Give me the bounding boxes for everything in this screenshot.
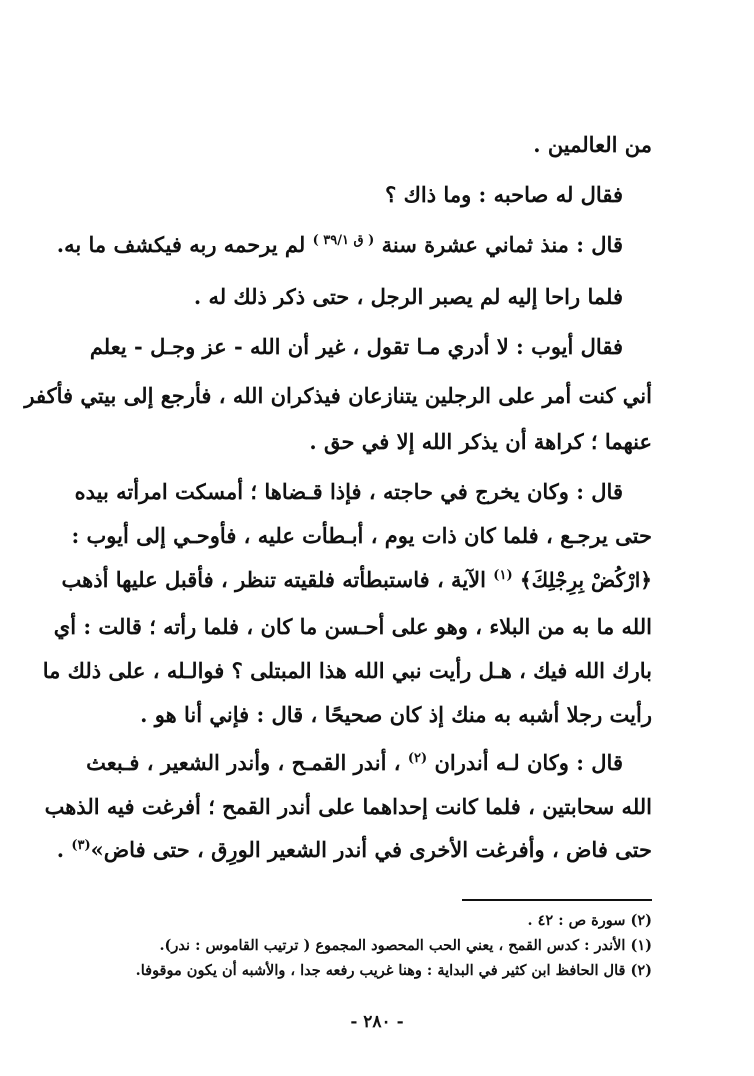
line-text: رأيت رجلا أشبه به منك إذ كان صحيحًا ، قال : فإني أنا هو . [140, 702, 652, 727]
footnote-divider [462, 899, 652, 901]
line-text: حتى فاض ، وأفرغت الأخرى في أندر الشعير الورِق ، حتى فاض» [90, 837, 652, 862]
page-number: - ٢٨٠ - [350, 1012, 404, 1032]
text-line-13 [140, 700, 652, 730]
line-text: الآية ، فاستبطأته فلقيته تنظر ، فأقبل عليها أذهب [61, 567, 486, 592]
line-text: لم يرحمه ربه فيكشف ما به. [56, 232, 306, 257]
footnote-ref-3: (٣) [71, 838, 91, 853]
footnote-1: (٢) سورة ص : ٤٢ . [527, 912, 652, 929]
line-text: الله ما به من البلاء ، وهو على أحـسن ما كان ، فلما رأته ؛ قالت : أي [53, 614, 652, 639]
line-text: قال : وكان لـه أندران [434, 750, 623, 775]
line-text: أني كنت أمر على الرجلين يتنازعان فيذكران الله ، فأرجع إلى بيتي فأكفر [24, 383, 652, 408]
text-line-5 [89, 332, 623, 362]
text-line-12 [42, 656, 652, 686]
text-line-16 [57, 835, 652, 865]
text-line-7 [309, 427, 652, 457]
line-text: فقال أيوب : لا أدري مـا تقول ، غير أن الله - عز وجـل - يعلم [89, 334, 623, 359]
footnote-ref-1: (١) [493, 568, 513, 583]
quran-verse: ﴿ارْكُضْ بِرِجْلِكَ﴾ [519, 568, 652, 592]
text-line-2 [385, 180, 623, 210]
text-line-14 [86, 748, 623, 778]
line-text: عنهما ؛ كراهة أن يذكر الله إلا في حق . [309, 429, 652, 454]
footnote-ref-2: (٢) [407, 751, 428, 766]
line-text: قال : وكان يخرج في حاجته ، فإذا قـضاها ؛ أمسكت امرأته بيده [74, 479, 623, 504]
text-line-8 [74, 477, 623, 507]
text-line-10 [61, 565, 652, 595]
manuscript-folio-ref: ( ق ٣٩/١ ) [312, 233, 375, 248]
text-line-4 [194, 282, 623, 312]
text-line-1 [533, 130, 652, 160]
line-text: فلما راحا إليه لم يصبر الرجل ، حتى ذكر ذلك له . [193, 284, 623, 309]
line-text: قال : منذ ثماني عشرة سنة [381, 232, 623, 257]
line-text: . [56, 837, 65, 862]
line-text: بارك الله فيك ، هـل رأيت نبي الله هذا المبتلى ؟ فوالـله ، على ذلك ما [42, 658, 652, 683]
line-text: حتى يرجـع ، فلما كان ذات يوم ، أبـطأت عليه ، فأوحـي إلى أيوب : [71, 523, 652, 548]
line-text: ، أندر القمـح ، وأندر الشعير ، فـبعث [86, 750, 401, 775]
text-line-3 [56, 230, 623, 260]
line-text: الله سحابتين ، فلما كانت إحداهما على أندر القمح ؛ أفرغت فيه الذهب [44, 794, 652, 819]
text-line-9 [71, 521, 652, 551]
line-text: من العالمين . [533, 132, 652, 157]
line-text: فقال له صاحبه : وما ذاك ؟ [385, 182, 623, 207]
text-line-11 [53, 612, 652, 642]
footnote-3: (٢) قال الحافظ ابن كثير في البداية : وهنا غريب رفعه جدا ، والأشبه أن يكون موقوفا. [135, 962, 652, 979]
text-line-6 [24, 381, 652, 411]
text-line-15 [44, 792, 652, 822]
footnote-2: (١) الأندر : كدس القمح ، يعني الحب المحصود المجموع ( ترتيب القاموس : ندر). [159, 937, 652, 954]
